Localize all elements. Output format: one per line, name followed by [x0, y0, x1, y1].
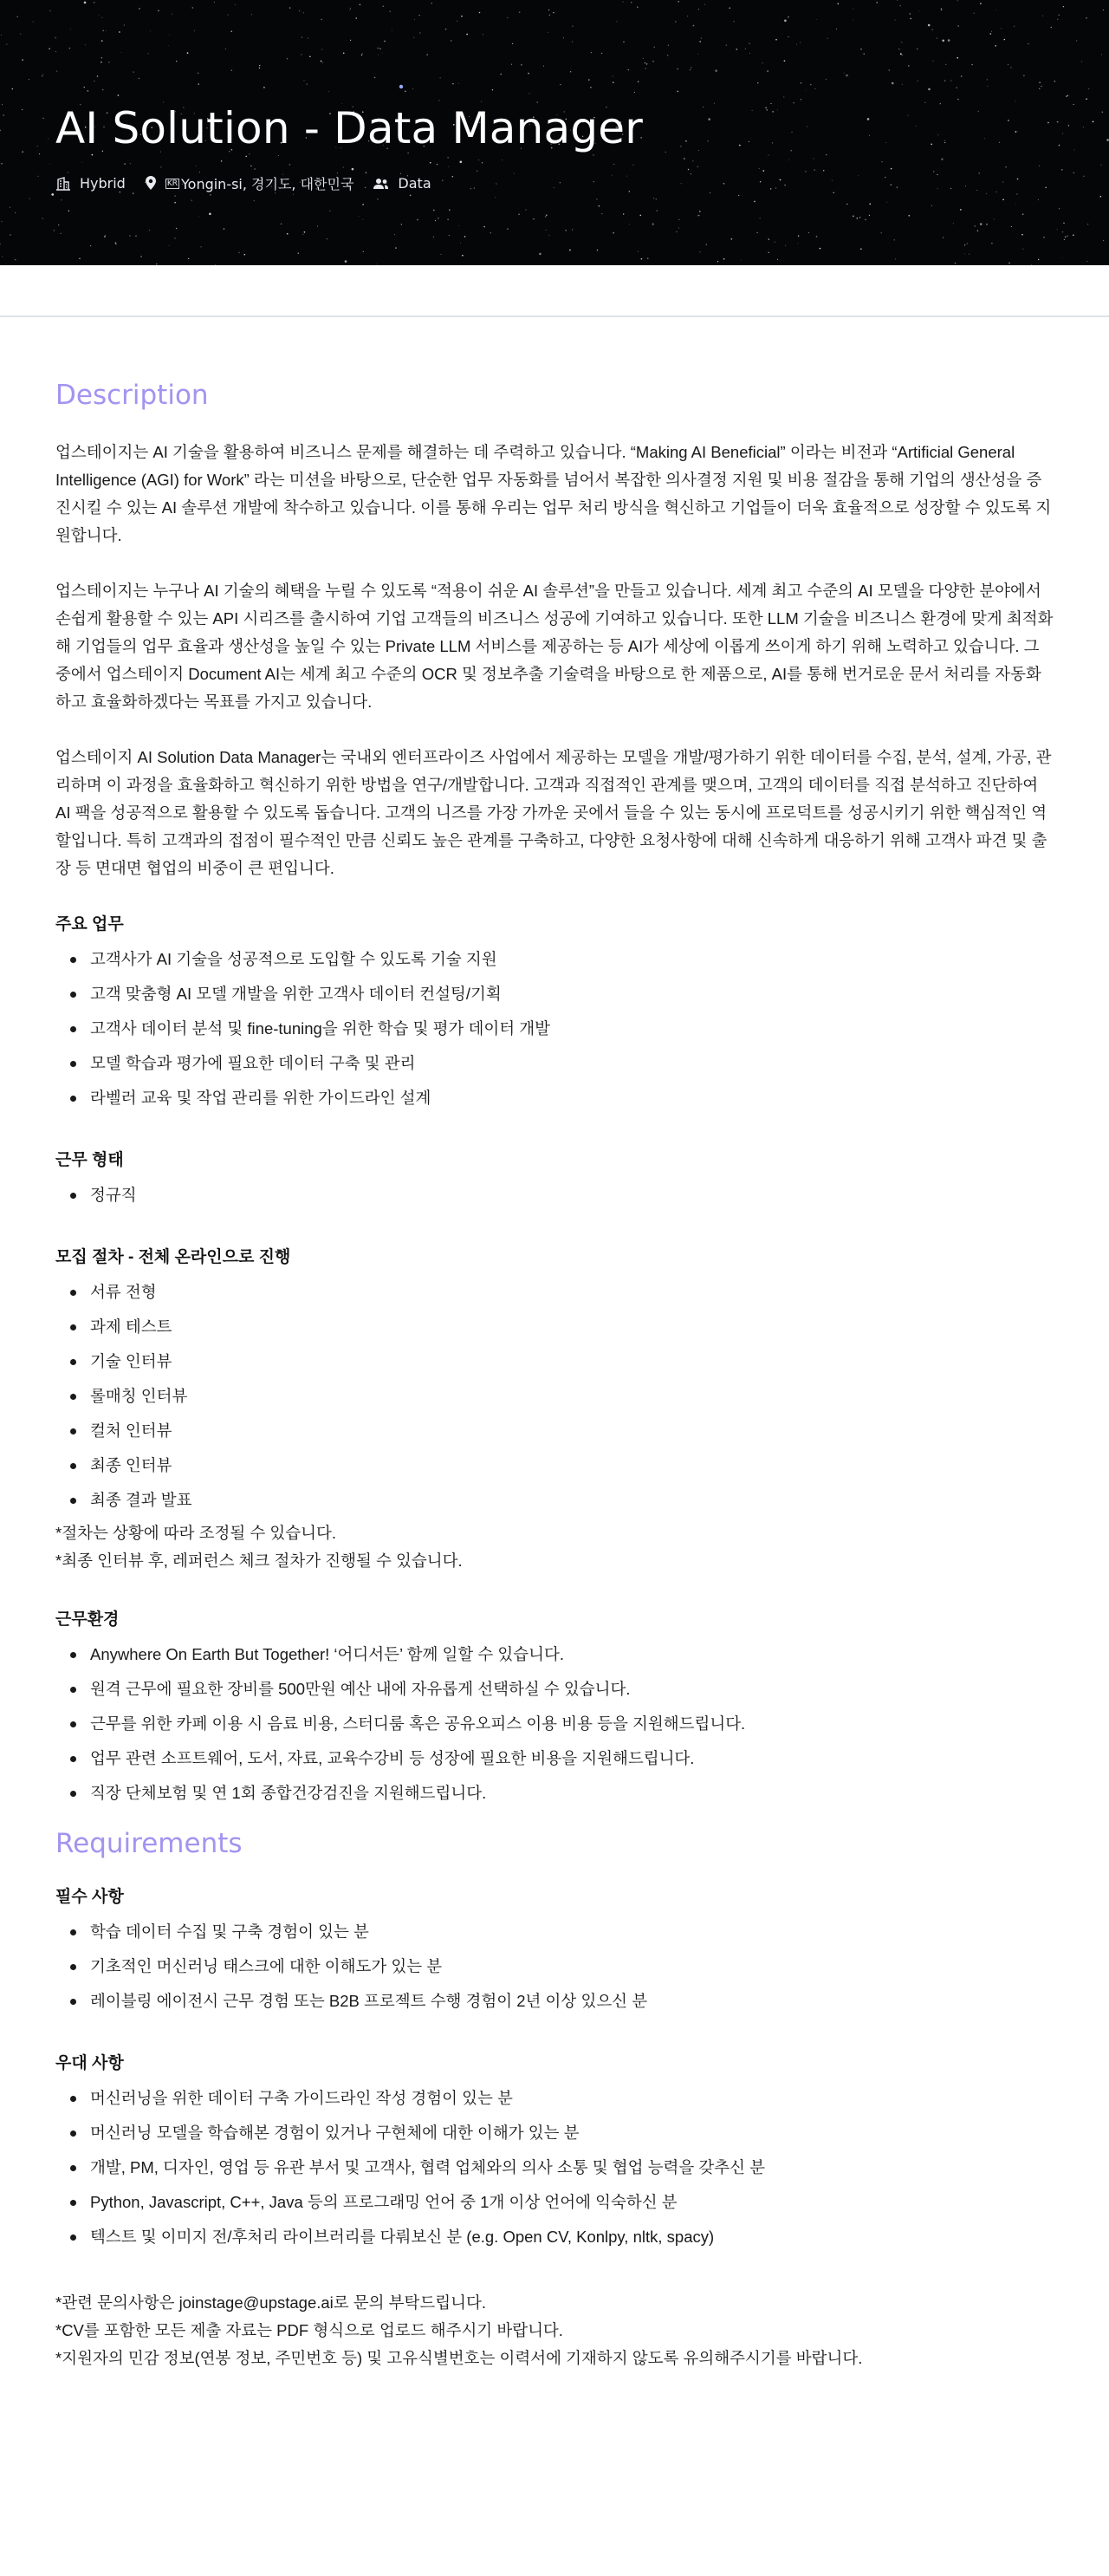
environment-title: 근무환경: [55, 1610, 120, 1629]
list-item: 롤매칭 인터뷰: [90, 1379, 1054, 1414]
hero-banner: [0, 0, 1109, 265]
employment-list: [55, 1178, 1054, 1213]
environment-list: [55, 1637, 1054, 1811]
list-item: 모델 학습과 평가에 필요한 데이터 구축 및 관리: [90, 1046, 1054, 1081]
list-item: 기술 인터뷰: [90, 1344, 1054, 1379]
country-flag-icon: KR: [166, 179, 178, 188]
preferred-list: [55, 2081, 1054, 2254]
intro-paragraph-1: 업스테이지는 AI 기술을 활용하여 비즈니스 문제를 해결하는 데 주력하고 있습니다. “Making AI Beneficial” 이라는 비전과 “Artificial General Intelligence (AGI) for Work” 라는 미션을 바탕으로, 단순한 업무 자동화를 넘어서 복잡한 의사결정 지원 및 비용 절감을 통해 기업의 생산성을 증진시킬 수 있는 AI 솔루션 개발에 착수하고 있습니다. 이를 통해 우리는 업무 처리 방식을 혁신하고 기업들이 더욱 효율적으로 성장할 수 있도록 지원합니다.: [55, 443, 1052, 544]
list-item: 고객 맞춤형 AI 모델 개발을 위한 고객사 데이터 컨설팅/기획: [90, 977, 1054, 1012]
location: [145, 173, 354, 193]
process-note: *절차는 상황에 따라 조정될 수 있습니다.: [55, 1524, 336, 1542]
people-icon: [373, 178, 389, 190]
list-item: 정규직: [90, 1178, 1054, 1213]
preferred-title: 우대 사항: [55, 2054, 124, 2072]
description-heading: Description: [55, 380, 209, 411]
process-note: *최종 인터뷰 후, 레퍼런스 체크 절차가 진행될 수 있습니다.: [55, 1551, 463, 1570]
list-item: 최종 인터뷰: [90, 1448, 1054, 1483]
employment-title: 근무 형태: [55, 1151, 124, 1169]
required-title: 필수 사항: [55, 1888, 124, 1906]
list-item: 직장 단체보험 및 연 1회 종합건강검진을 지원해드립니다.: [90, 1776, 1054, 1811]
list-item: 개발, PM, 디자인, 영업 등 유관 부서 및 고객사, 협력 업체와의 의사 소통 및 협업 능력을 갖추신 분: [90, 2150, 1054, 2185]
divider: [0, 315, 1109, 317]
list-item: 머신러닝 모델을 학습해본 경험이 있거나 구현체에 대한 이해가 있는 분: [90, 2116, 1054, 2150]
list-item: 컬처 인터뷰: [90, 1414, 1054, 1448]
department: [373, 175, 431, 192]
privacy-note: *지원자의 민감 정보(연봉 정보, 주민번호 등) 및 고유식별번호는 이력서에 기재하지 않도록 유의해주시기를 바랍니다.: [55, 2349, 863, 2367]
requirements-heading: Requirements: [55, 1828, 243, 1859]
list-item: 업무 관련 소프트웨어, 도서, 자료, 교육수강비 등 성장에 필요한 비용을 지원해드립니다.: [90, 1741, 1054, 1776]
list-item: 텍스트 및 이미지 전/후처리 라이브러리를 다뤄보신 분 (e.g. Open CV, Konlpy, nltk, spacy): [90, 2220, 1054, 2254]
intro-paragraph-2: 업스테이지는 누구나 AI 기술의 혜택을 누릴 수 있도록 “적용이 쉬운 AI 솔루션”을 만들고 있습니다. 세계 최고 수준의 AI 모델을 다양한 분야에서 손쉽게 활용할 수 있는 API 시리즈를 출시하여 기업 고객들의 비즈니스 성공에 기여하고 있습니다. 또한 LLM 기술을 비즈니스 환경에 맞게 최적화해 기업들의 업무 효율과 생산성을 높일 수 있는 Private LLM 서비스를 제공하는 등 AI가 세상에 이롭게 쓰이게 하기 위해 노력하고 있습니다. 그 중에서 업스테이지 Document AI는 세계 최고 수준의 OCR 및 정보추출 기술력을 바탕으로 한 제품으로, AI를 통해 번거로운 문서 처리를 자동화하고 효율화하겠다는 목표를 가지고 있습니다.: [55, 582, 1054, 711]
process-list: [55, 1275, 1054, 1518]
location-pin-icon: [145, 176, 157, 191]
list-item: 고객사가 AI 기술을 성공적으로 도입할 수 있도록 기술 지원: [90, 942, 1054, 977]
list-item: 근무를 위한 카페 이용 시 음료 비용, 스터디룸 혹은 공유오피스 이용 비용 등을 지원해드립니다.: [90, 1707, 1054, 1741]
list-item: 라벨러 교육 및 작업 관리를 위한 가이드라인 설계: [90, 1081, 1054, 1116]
duties-title: 주요 업무: [55, 915, 124, 933]
upload-note: *CV를 포함한 모든 제출 자료는 PDF 형식으로 업로드 해주시기 바랍니다.: [55, 2321, 563, 2339]
required-list: [55, 1915, 1054, 2019]
list-item: Python, Javascript, C++, Java 등의 프로그래밍 언어 중 1개 이상 언어에 익숙하신 분: [90, 2185, 1054, 2220]
list-item: 기초적인 머신러닝 태스크에 대한 이해도가 있는 분: [90, 1949, 1054, 1984]
list-item: 원격 근무에 필요한 장비를 500만원 예산 내에 자유롭게 선택하실 수 있습니다.: [90, 1672, 1054, 1707]
list-item: 과제 테스트: [90, 1310, 1054, 1344]
list-item: 최종 결과 발표: [90, 1483, 1054, 1518]
intro-paragraph-3: 업스테이지 AI Solution Data Manager는 국내외 엔터프라이즈 사업에서 제공하는 모델을 개발/평가하기 위한 데이터를 수집, 분석, 설계, 가공, 관리하며 이 과정을 효율화하고 혁신하기 위한 방법을 연구/개발합니다. 고객과 직접적인 관계를 맺으며, 고객의 데이터를 직접 분석하고 진단하여 AI 팩을 성공적으로 활용할 수 있도록 돕습니다. 고객의 니즈를 가장 가까운 곳에서 들을 수 있는 동시에 프로덕트를 성공시키기 위한 핵심적인 역할입니다. 특히 고객과의 접점이 필수적인 만큼 신뢰도 높은 관계를 구축하고, 다양한 요청사항에 대해 신속하게 대응하기 위해 고객사 파견 및 출장 등 면대면 협업의 비중이 큰 편입니다.: [55, 748, 1052, 877]
location-label: Yongin-si, 경기도, 대한민국: [181, 176, 354, 192]
work-type-label: Hybrid: [80, 175, 126, 192]
list-item: 고객사 데이터 분석 및 fine-tuning을 위한 학습 및 평가 데이터 개발: [90, 1012, 1054, 1046]
list-item: 머신러닝을 위한 데이터 구축 가이드라인 작성 경험이 있는 분: [90, 2081, 1054, 2116]
process-title: 모집 절차 - 전체 온라인으로 진행: [55, 1248, 291, 1266]
list-item: 학습 데이터 수집 및 구축 경험이 있는 분: [90, 1915, 1054, 1949]
department-label: Data: [398, 175, 431, 192]
hero-content: [55, 102, 643, 193]
job-title: AI Solution - Data Manager: [55, 103, 644, 153]
duties-list: [55, 942, 1054, 1116]
job-description: [55, 378, 1054, 2372]
contact-note: *관련 문의사항은 joinstage@upstage.ai로 문의 부탁드립니다.: [55, 2293, 487, 2312]
work-type: [55, 175, 126, 192]
list-item: Anywhere On Earth But Together! ‘어디서든’ 함께 일할 수 있습니다.: [90, 1637, 1054, 1672]
job-meta: [55, 173, 643, 193]
list-item: 서류 전형: [90, 1275, 1054, 1310]
building-icon: [55, 177, 71, 191]
list-item: 레이블링 에이전시 근무 경험 또는 B2B 프로젝트 수행 경험이 2년 이상 있으신 분: [90, 1984, 1054, 2019]
